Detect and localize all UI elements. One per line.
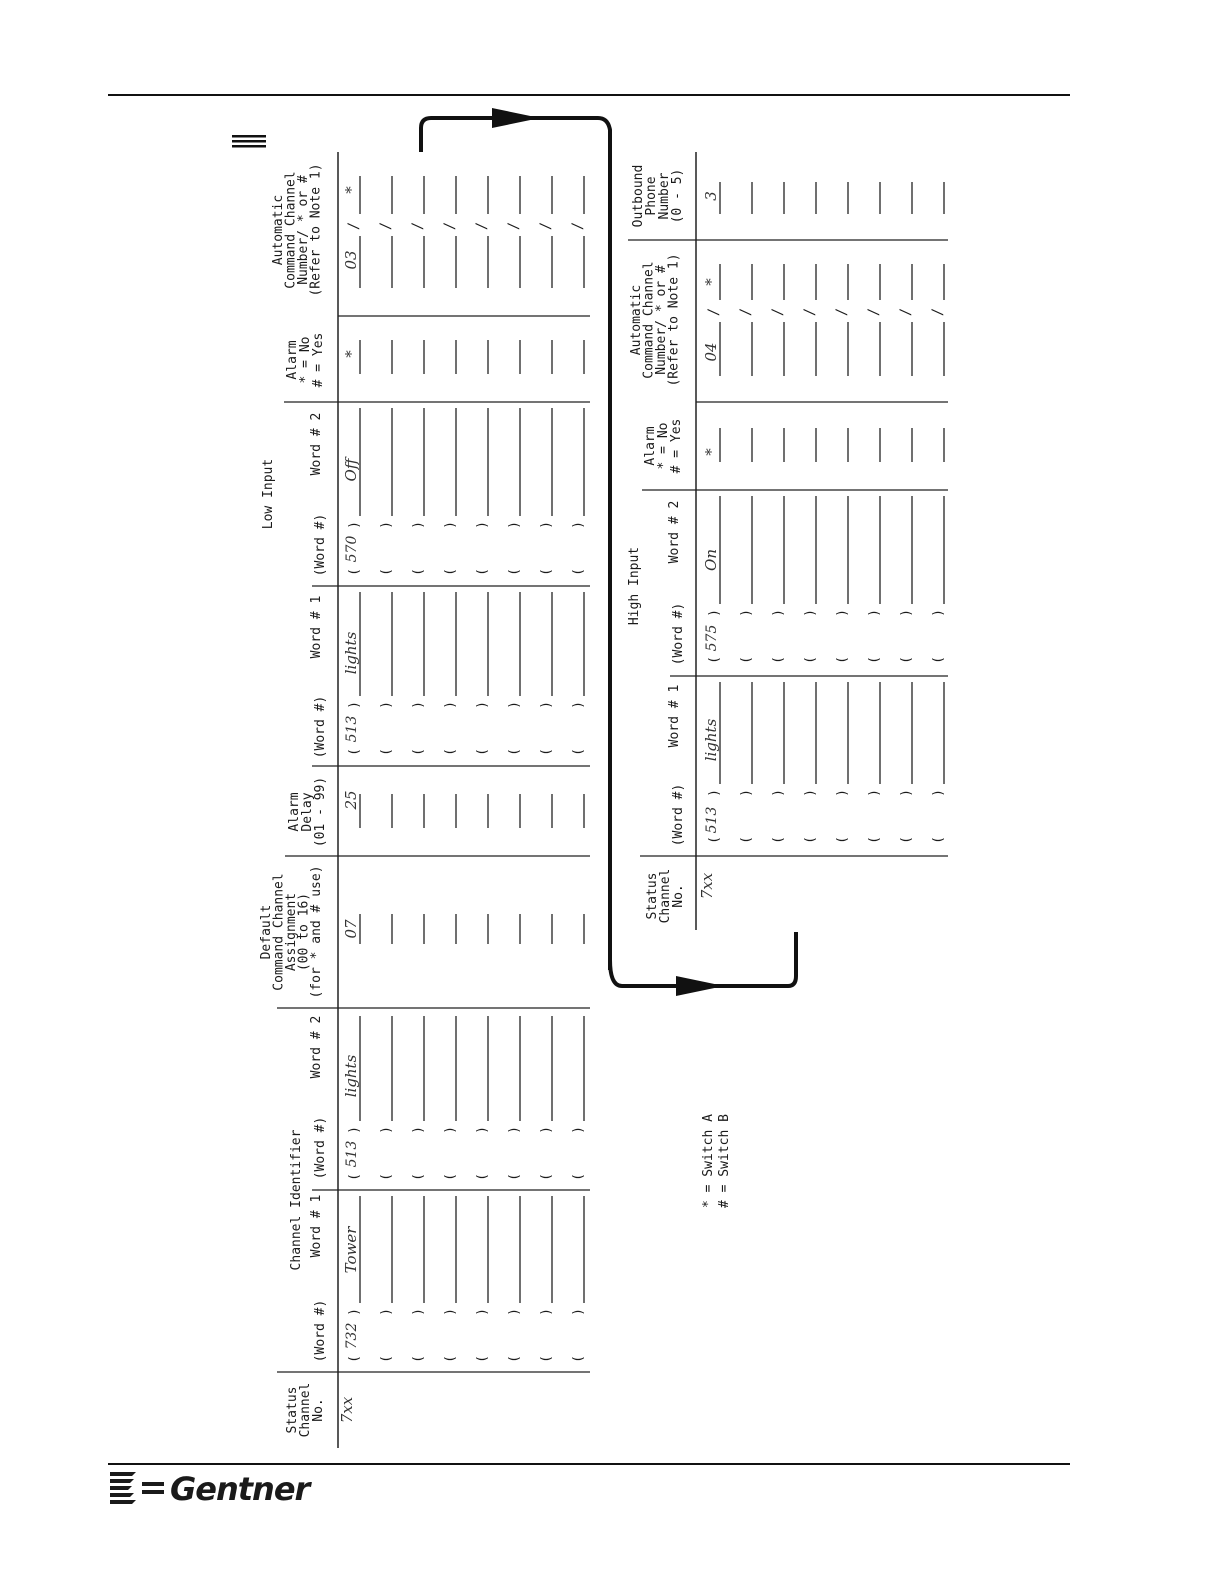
brand-name: Gentner <box>170 1470 310 1508</box>
ci-word2-num-header: (Word #) <box>313 1116 328 1180</box>
high-alarm-header-line-1: * = No <box>656 422 671 470</box>
li-word1-num-header: (Word #) <box>313 695 328 759</box>
high-example-word2-num: 575 <box>704 624 720 652</box>
high-row-2-paren-close-1: ) <box>771 789 786 797</box>
low-row-2-paren-close-1: ) <box>411 1308 426 1316</box>
low-example-auto-sym: * <box>342 186 360 194</box>
high-row-1-paren-close-1: ) <box>739 789 754 797</box>
high-row-3-paren-open-1: ( <box>803 836 818 844</box>
low-row-2-paren-close-2: ) <box>411 1126 426 1134</box>
low-row-1-paren-open-3: ( <box>379 748 394 756</box>
low-row-3-paren-close-1: ) <box>443 1308 458 1316</box>
low-row-7-paren-open-2: ( <box>571 1173 586 1181</box>
low-row-7-paren-open-4: ( <box>571 568 586 576</box>
low-row-1-paren-open-1: ( <box>379 1355 394 1363</box>
high-row-3-slash: / <box>802 307 818 317</box>
alarm-delay-header-line-2: (01 - 99) <box>313 776 328 848</box>
low-row-5-paren-close-3: ) <box>507 701 522 709</box>
low-row-0-paren-close-3: ) <box>347 701 362 709</box>
hi-word1-num-header: (Word #) <box>671 783 686 847</box>
outbound-header-line-3: (0 - 5) <box>670 168 685 224</box>
high-row-5-paren-close-2: ) <box>867 609 882 617</box>
low-row-4-paren-close-4: ) <box>475 521 490 529</box>
low-row-0-paren-close-2: ) <box>347 1126 362 1134</box>
low-example-li-word1: lights <box>342 631 360 675</box>
low-example-ci-word2-num: 513 <box>344 1140 360 1168</box>
high-row-1-slash: / <box>738 307 754 317</box>
hi-word2-header: Word # 2 <box>667 500 682 564</box>
outbound-header-line-1: Phone <box>644 176 659 216</box>
low-example-alarm: * <box>342 350 360 358</box>
low-row-2-paren-open-1: ( <box>411 1355 426 1363</box>
low-row-1-paren-close-3: ) <box>379 701 394 709</box>
switch-legend-line-1: # = Switch B <box>717 1114 732 1208</box>
low-row-5-paren-close-2: ) <box>507 1126 522 1134</box>
li-word2-header: Word # 2 <box>309 412 324 476</box>
low-row-6-paren-open-1: ( <box>539 1355 554 1363</box>
flow-arrow-top <box>421 118 610 970</box>
low-row-0-paren-open-1: ( <box>347 1355 362 1363</box>
low-auto-header-line-0: Automatic <box>271 194 286 266</box>
low-row-1-paren-close-4: ) <box>379 521 394 529</box>
high-status-header-line-0: Status <box>645 872 660 920</box>
high-row-0-paren-open-2: ( <box>707 656 722 664</box>
default-assign-header-line-4: (for * and # use) <box>309 865 324 999</box>
arrowhead-top <box>492 108 540 128</box>
low-auto-header-line-2: Number/ * or # <box>296 175 311 285</box>
default-assign-header-line-0: Default <box>259 904 274 960</box>
low-row-2-paren-close-3: ) <box>411 701 426 709</box>
high-row-2-slash: / <box>770 307 786 317</box>
low-row-6-paren-close-2: ) <box>539 1126 554 1134</box>
low-row-0-paren-open-3: ( <box>347 748 362 756</box>
low-row-3-paren-close-3: ) <box>443 701 458 709</box>
high-row-0-paren-close-1: ) <box>707 789 722 797</box>
high-row-6-paren-close-2: ) <box>899 609 914 617</box>
low-example-auto: 03 <box>342 250 360 270</box>
ci-word1-num-header: (Word #) <box>313 1299 328 1363</box>
high-row-6-slash: / <box>898 307 914 317</box>
low-row-3-paren-open-2: ( <box>443 1173 458 1181</box>
high-example-outbound: 3 <box>702 191 720 201</box>
high-row-3-paren-open-2: ( <box>803 656 818 664</box>
arrowhead-bottom <box>676 976 724 996</box>
low-row-5-paren-open-1: ( <box>507 1355 522 1363</box>
low-row-5-slash: / <box>506 221 522 231</box>
low-row-6-paren-close-1: ) <box>539 1308 554 1316</box>
low-row-0-paren-open-2: ( <box>347 1173 362 1181</box>
low-row-3-paren-open-3: ( <box>443 748 458 756</box>
low-example-li-word1-num: 513 <box>344 715 360 743</box>
low-alarm-header-line-2: # = Yes <box>311 332 326 388</box>
low-row-6-paren-close-3: ) <box>539 701 554 709</box>
low-example-ci-word1-num: 732 <box>344 1322 360 1350</box>
high-row-0-paren-open-1: ( <box>707 836 722 844</box>
default-assign-header-line-2: Assignment <box>284 892 299 972</box>
low-example-delay: 25 <box>342 790 360 810</box>
low-row-2-paren-open-3: ( <box>411 748 426 756</box>
switch-legend-line-0: * = Switch A <box>701 1114 716 1208</box>
low-row-3-paren-close-2: ) <box>443 1126 458 1134</box>
low-row-4-paren-open-1: ( <box>475 1355 490 1363</box>
high-row-3-paren-close-2: ) <box>803 609 818 617</box>
high-auto-header-line-1: Command Channel <box>641 261 657 379</box>
high-row-7-paren-close-1: ) <box>931 789 946 797</box>
low-example-ci-word1: Tower <box>342 1226 360 1274</box>
low-row-1-slash: / <box>378 221 394 231</box>
low-input-table <box>259 152 590 1448</box>
low-row-5-paren-open-3: ( <box>507 748 522 756</box>
low-row-3-paren-open-1: ( <box>443 1355 458 1363</box>
low-row-5-paren-open-2: ( <box>507 1173 522 1181</box>
gentner-logo <box>110 1470 313 1508</box>
switch-legend <box>701 1114 732 1208</box>
low-row-2-paren-open-4: ( <box>411 568 426 576</box>
low-row-2-slash: / <box>410 221 426 231</box>
high-auto-header-line-0: Automatic <box>629 284 644 356</box>
low-row-2-paren-open-2: ( <box>411 1173 426 1181</box>
low-row-4-slash: / <box>474 221 490 231</box>
high-row-1-paren-close-2: ) <box>739 609 754 617</box>
low-row-7-paren-open-1: ( <box>571 1355 586 1363</box>
low-status-header-line-0: Status <box>285 1386 300 1434</box>
high-example-word2: On <box>702 549 720 571</box>
gentner-mark-icon <box>110 1472 164 1504</box>
low-auto-header-line-3: (Refer to Note 1) <box>308 163 324 297</box>
outbound-header-line-2: Number <box>657 172 672 220</box>
high-example-status: 7xx <box>698 872 716 900</box>
low-auto-header-line-1: Command Channel <box>283 171 299 289</box>
low-example-default: 07 <box>342 919 360 939</box>
low-row-3-slash: / <box>442 221 458 231</box>
high-row-5-paren-close-1: ) <box>867 789 882 797</box>
high-auto-header-line-3: (Refer to Note 1) <box>666 253 682 387</box>
low-row-3-paren-close-4: ) <box>443 521 458 529</box>
low-row-4-paren-close-1: ) <box>475 1308 490 1316</box>
ci-word1-header: Word # 1 <box>309 1194 324 1258</box>
low-status-header-line-2: No. <box>311 1398 326 1422</box>
high-example-auto-sym: * <box>702 278 720 286</box>
high-auto-header-line-2: Number/ * or # <box>654 265 669 375</box>
flow-arrow-bottom <box>610 932 796 986</box>
low-row-1-paren-open-2: ( <box>379 1173 394 1181</box>
low-row-1-paren-open-4: ( <box>379 568 394 576</box>
li-word2-num-header: (Word #) <box>313 513 328 577</box>
high-row-6-paren-open-2: ( <box>899 656 914 664</box>
high-example-alarm: * <box>702 448 720 456</box>
high-example-word1: lights <box>702 718 720 762</box>
low-row-7-paren-open-3: ( <box>571 748 586 756</box>
low-row-1-paren-close-1: ) <box>379 1308 394 1316</box>
ci-word2-header: Word # 2 <box>309 1015 324 1079</box>
high-row-7-paren-close-2: ) <box>931 609 946 617</box>
high-row-1-paren-open-1: ( <box>739 836 754 844</box>
high-row-1-paren-open-2: ( <box>739 656 754 664</box>
high-row-2-paren-close-2: ) <box>771 609 786 617</box>
low-row-4-paren-open-2: ( <box>475 1173 490 1181</box>
low-example-li-word2-num: 570 <box>344 535 360 563</box>
low-row-4-paren-open-4: ( <box>475 568 490 576</box>
high-row-4-paren-open-1: ( <box>835 836 850 844</box>
low-row-5-paren-close-1: ) <box>507 1308 522 1316</box>
high-row-5-paren-open-1: ( <box>867 836 882 844</box>
high-row-0-slash: / <box>706 307 722 317</box>
low-example-status: 7xx <box>338 1396 356 1424</box>
high-row-4-paren-open-2: ( <box>835 656 850 664</box>
low-row-0-paren-open-4: ( <box>347 568 362 576</box>
high-example-word1-num: 513 <box>704 806 720 834</box>
default-assign-header-line-3: (00 to 16) <box>296 892 312 972</box>
menu-bars-icon <box>232 135 266 148</box>
low-row-4-paren-close-2: ) <box>475 1126 490 1134</box>
high-row-6-paren-open-1: ( <box>899 836 914 844</box>
high-input-table <box>627 152 948 930</box>
low-row-0-paren-close-4: ) <box>347 521 362 529</box>
low-row-5-paren-close-4: ) <box>507 521 522 529</box>
outbound-header-line-0: Outbound <box>631 164 646 228</box>
high-row-4-paren-close-1: ) <box>835 789 850 797</box>
li-word1-header: Word # 1 <box>309 595 324 659</box>
low-row-6-paren-open-3: ( <box>539 748 554 756</box>
channel-identifier-header: Channel Identifier <box>289 1129 304 1271</box>
high-row-5-slash: / <box>866 307 882 317</box>
low-row-0-slash: / <box>346 221 362 231</box>
hi-word1-header: Word # 1 <box>667 684 682 748</box>
low-example-ci-word2: lights <box>342 1054 360 1098</box>
low-row-1-paren-close-2: ) <box>379 1126 394 1134</box>
alarm-delay-header-line-0: Alarm <box>287 792 302 832</box>
high-row-5-paren-open-2: ( <box>867 656 882 664</box>
alarm-delay-header-line-1: Delay <box>300 792 315 832</box>
low-row-0-paren-close-1: ) <box>347 1308 362 1316</box>
low-row-7-paren-close-4: ) <box>571 521 586 529</box>
high-row-6-paren-close-1: ) <box>899 789 914 797</box>
high-status-header-line-2: No. <box>671 884 686 908</box>
high-row-7-paren-open-1: ( <box>931 836 946 844</box>
high-alarm-header-line-2: # = Yes <box>669 418 684 474</box>
hi-word2-num-header: (Word #) <box>671 602 686 666</box>
high-example-auto: 04 <box>702 342 720 362</box>
high-input-title: High Input <box>627 546 642 626</box>
low-alarm-header-line-0: Alarm <box>285 340 300 380</box>
high-alarm-header-line-0: Alarm <box>643 426 658 466</box>
high-row-2-paren-open-1: ( <box>771 836 786 844</box>
high-row-7-slash: / <box>930 307 946 317</box>
high-row-7-paren-open-2: ( <box>931 656 946 664</box>
low-row-7-paren-close-2: ) <box>571 1126 586 1134</box>
default-assign-header-line-1: Command Channel <box>271 873 287 991</box>
low-row-6-paren-open-4: ( <box>539 568 554 576</box>
low-row-4-paren-open-3: ( <box>475 748 490 756</box>
low-row-4-paren-close-3: ) <box>475 701 490 709</box>
low-row-5-paren-open-4: ( <box>507 568 522 576</box>
low-input-title: Low Input <box>261 458 276 530</box>
low-row-7-paren-close-1: ) <box>571 1308 586 1316</box>
high-row-3-paren-close-1: ) <box>803 789 818 797</box>
low-status-header-line-1: Channel <box>298 1382 313 1438</box>
low-row-6-paren-close-4: ) <box>539 521 554 529</box>
high-row-4-slash: / <box>834 307 850 317</box>
low-row-2-paren-close-4: ) <box>411 521 426 529</box>
high-row-4-paren-close-2: ) <box>835 609 850 617</box>
high-row-2-paren-open-2: ( <box>771 656 786 664</box>
low-row-7-slash: / <box>570 221 586 231</box>
high-status-header-line-1: Channel <box>658 868 673 924</box>
low-row-7-paren-close-3: ) <box>571 701 586 709</box>
low-example-li-word2: Off <box>342 458 360 482</box>
low-row-6-slash: / <box>538 221 554 231</box>
high-row-0-paren-close-2: ) <box>707 609 722 617</box>
low-alarm-header-line-1: * = No <box>298 336 313 384</box>
low-row-3-paren-open-4: ( <box>443 568 458 576</box>
low-row-6-paren-open-2: ( <box>539 1173 554 1181</box>
